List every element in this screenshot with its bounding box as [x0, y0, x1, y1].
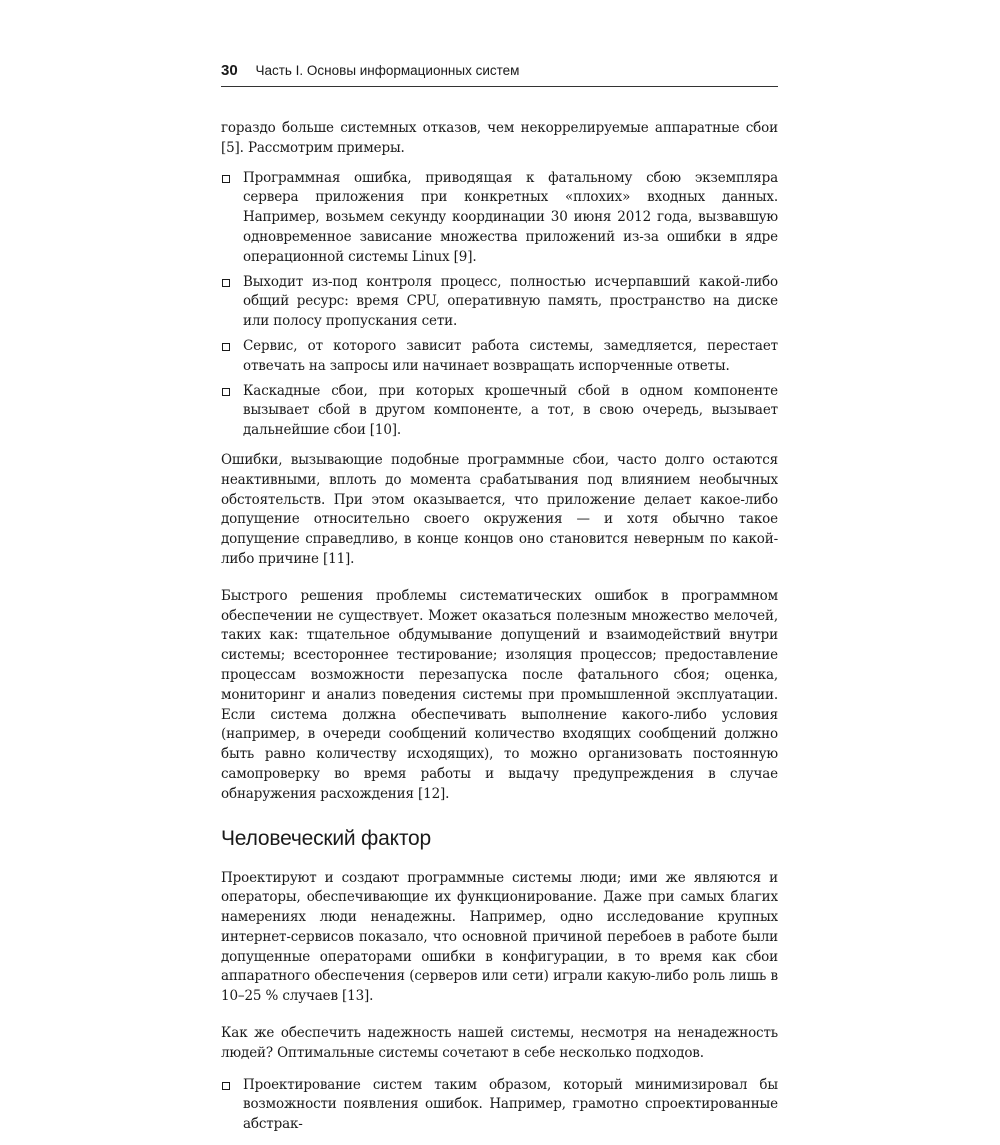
- list-item-text: Выходит из-под контроля процесс, полностью исчерпавший какой-либо общий ресурс: время CPU, оперативную память, пространство на диске или полосу пропускания сети.: [243, 273, 778, 330]
- intro-paragraph: гораздо больше системных отказов, чем некоррелируемые аппаратные сбои [5]. Рассмотрим примеры.: [221, 120, 778, 156]
- checkbox-bullet-icon: [222, 175, 230, 183]
- list-item-text: Проектирование систем таким образом, который минимизировал бы возможности появления ошибок. Например, грамотно спроектированные абстрак-: [243, 1076, 778, 1133]
- approaches-list: [221, 1076, 778, 1135]
- body-paragraph: Быстрого решения проблемы систематических ошибок в программном обеспечении не существует. Может оказаться полезным множество мелочей, таких как: тщательное обдумывание допущений и взаимодействий внутри системы; всестороннее тестирование; изоляция процессов; предоставление процессам возможности перезапуска после фатального сбоя; оценка, мониторинг и анализ поведения системы при промышленной эксплуатации. Если система должна обеспечивать выполнение какого-либо условия (например, в очереди сообщений количество входящих сообщений должно быть равно количеству исходящих), то можно организовать постоянную самопроверку во время работы и выдачу предупреждения в случае обнаружения расхождения [12].: [221, 587, 778, 802]
- list-item: [221, 1076, 778, 1135]
- list-item-text: Сервис, от которого зависит работа системы, замедляется, перестает отвечать на запросы или начинает возвращать испорченные ответы.: [243, 337, 778, 374]
- body-paragraph: Как же обеспечить надежность нашей системы, несмотря на ненадежность людей? Оптимальные системы сочетают в себе несколько подходов.: [221, 1025, 778, 1061]
- list-item-text: Программная ошибка, приводящая к фатальному сбою экземпляра сервера приложения при конкретных «плохих» входных данных. Например, возьмем секунду координации 30 июня 2012 года, вызвавшую одновременное зависание множества приложений из-за ошибки в ядре операционной системы Linux [9].: [243, 169, 778, 265]
- checkbox-bullet-icon: [222, 388, 230, 396]
- body-paragraph: Проектируют и создают программные системы люди; ими же являются и операторы, обеспечивающие их функционирование. Даже при самых благих намерениях люди ненадежны. Например, одно исследование крупных интернет-сервисов показало, что основной причиной перебоев в работе были допущенные операторами ошибки в конфигурации, в то время как сбои аппаратного обеспечения (серверов или сети) играли какую-либо роль лишь в 10–25 % случаев [13].: [221, 869, 778, 1005]
- section-heading: Человеческий фактор: [221, 826, 431, 850]
- list-item-text: Каскадные сбои, при которых крошечный сбой в одном компоненте вызывает сбой в другом компоненте, а тот, в свою очередь, вызывает дальнейшие сбои [10].: [243, 382, 778, 439]
- list-item: [221, 382, 778, 441]
- running-title: Часть I. Основы информационных систем: [255, 63, 520, 78]
- list-item: [221, 169, 778, 268]
- page-body: [221, 119, 778, 1145]
- page-number: 30: [221, 62, 238, 79]
- failure-examples-list: [221, 169, 778, 441]
- list-item: [221, 273, 778, 332]
- checkbox-bullet-icon: [222, 1082, 230, 1090]
- checkbox-bullet-icon: [222, 279, 230, 287]
- page-header: [221, 62, 778, 87]
- body-paragraph: Ошибки, вызывающие подобные программные сбои, часто долго остаются неактивными, вплоть до момента срабатывания под влиянием необычных обстоятельств. При этом оказывается, что приложение делает какое-либо допущение относительно своего окружения — и хотя обычно такое допущение справедливо, в конце концов оно становится неверным по какой-либо причине [11].: [221, 451, 778, 567]
- checkbox-bullet-icon: [222, 343, 230, 351]
- list-item: [221, 337, 778, 377]
